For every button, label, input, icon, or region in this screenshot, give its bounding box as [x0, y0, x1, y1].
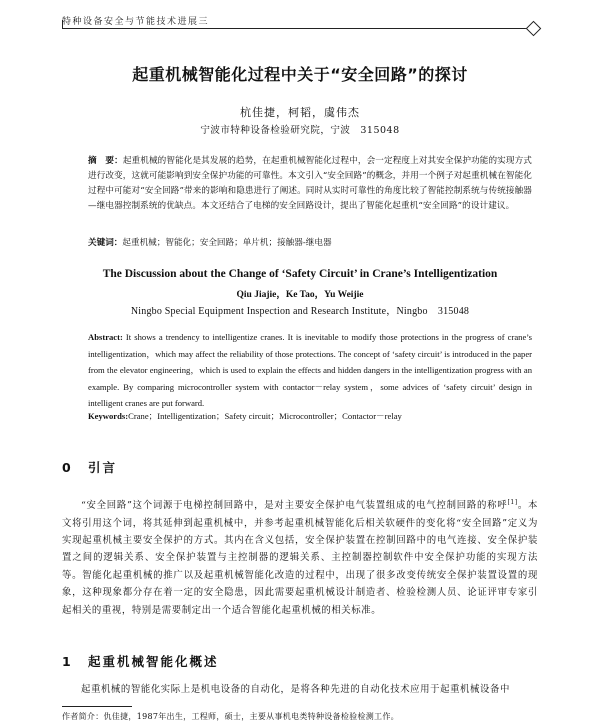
- citation-ref: [1]: [507, 499, 518, 506]
- abstract-cn-label: 摘 要：: [88, 156, 123, 166]
- footnote-rule: [62, 706, 132, 707]
- header-rule: [62, 28, 532, 29]
- overview-paragraph: 起重机械的智能化实际上是机电设备的自动化，是将各种先进的自动化技术应用于起重机械设备中: [81, 684, 510, 695]
- keywords-en-text: Crane；Intelligentization；Safety circuit；Microcontroller；Contactor－relay: [128, 411, 402, 421]
- affiliation-en: Ningbo Special Equipment Inspection and Research Institute，Ningbo 315048: [130, 306, 470, 317]
- keywords-cn-label: 关键词：: [88, 238, 123, 248]
- abstract-en-text: It shows a trendency to intelligentize cranes. It is inevitable to modify those protections in the progress of crane’s intelligentization，which may affect the reliability of those protections. The concept of ‘safety circuit’ is introduced in the paper from the elevator engineering，which is used to explain the effects and hidden dangers in the intelligentization progress with an example. By comparing microcontroller system with contactor－relay system，some advices of ‘safety circuit’ design in intelligent cranes are put forward.: [88, 332, 532, 408]
- section-number: 1: [62, 654, 73, 669]
- section-title: 引言: [88, 460, 118, 475]
- affiliation-cn: 宁波市特种设备检验研究院，宁波 315048: [200, 125, 400, 136]
- paper-title-en: The Discussion about the Change of ‘Safety Circuit’ in Crane’s Intelligentization: [102, 268, 498, 280]
- author-footnote: 作者简介：仇佳捷，1987年出生，工程师，硕士，主要从事机电类特种设备检验检测工作。: [62, 712, 399, 721]
- abstract-en-label: Abstract:: [88, 332, 123, 342]
- abstract-cn-text: 起重机械的智能化是其发展的趋势，在起重机械智能化过程中，会一定程度上对其安全保护功能的实现方式进行改变，这就可能影响到安全保护功能的可靠性。本文引入“安全回路”的概念，并用一个例子对起重机械在智能化过程中可能对“安全回路”带来的影响和隐患进行了阐述。同时从实时可靠性的角度比较了智能控制系统与传统接触器—继电器控制系统的优缺点。本文还结合了电梯的安全回路设计，提出了智能化起重机“安全回路”的设计建议。: [88, 156, 532, 211]
- keywords-cn-text: 起重机械；智能化；安全回路；单片机；接触器-继电器: [122, 238, 332, 248]
- introduction-paragraph: [62, 494, 538, 619]
- running-header: 特种设备安全与节能技术进展三: [62, 17, 210, 27]
- section-title: 起重机械智能化概述: [88, 654, 219, 669]
- abstract-en: [88, 329, 532, 412]
- intro-text-part1: “安全回路”这个词源于电梯控制回路中，是对主要安全保护电气装置组成的电气控制回路的称呼: [81, 500, 508, 512]
- section-heading-introduction: [62, 458, 117, 476]
- intro-text-part2: 。本文将引用这个词，将其延伸到起重机械中，并参考起重机械智能化后相关软硬件的变化将“安全回路”定义为实现起重机械主要安全保护的方式。其内在含义包括，安全保护装置在控制回路中的电气连接、安全保护装置之间的逻辑关系、安全保护装置与主控制器的逻辑关系、主控制器控制软件中安全保护功能的实现方法等。智能化起重机械的推广以及起重机械智能化改造的过程中，出现了很多改变传统安全保护装置设置的现象，这种现象都分存在着一定的安全隐患，因此需要起重机械设计制造者、检验检测人员、论证评审专家引起相关的重视，特别是需要制定出一个适合智能化起重机械的相关标准。: [62, 500, 539, 616]
- keywords-en-label: Keywords:: [88, 411, 129, 421]
- keywords-cn: [88, 236, 532, 250]
- section-number: 0: [62, 460, 73, 475]
- keywords-en: [88, 409, 532, 423]
- paper-title-cn: 起重机械智能化过程中关于“安全回路”的探讨: [132, 65, 468, 84]
- authors-cn: 杭佳捷，柯韬，虞伟杰: [240, 106, 360, 119]
- section-heading-overview: [62, 652, 219, 670]
- authors-en: Qiu Jiajie，Ke Tao，Yu Weijie: [236, 290, 364, 300]
- abstract-cn: [88, 154, 532, 214]
